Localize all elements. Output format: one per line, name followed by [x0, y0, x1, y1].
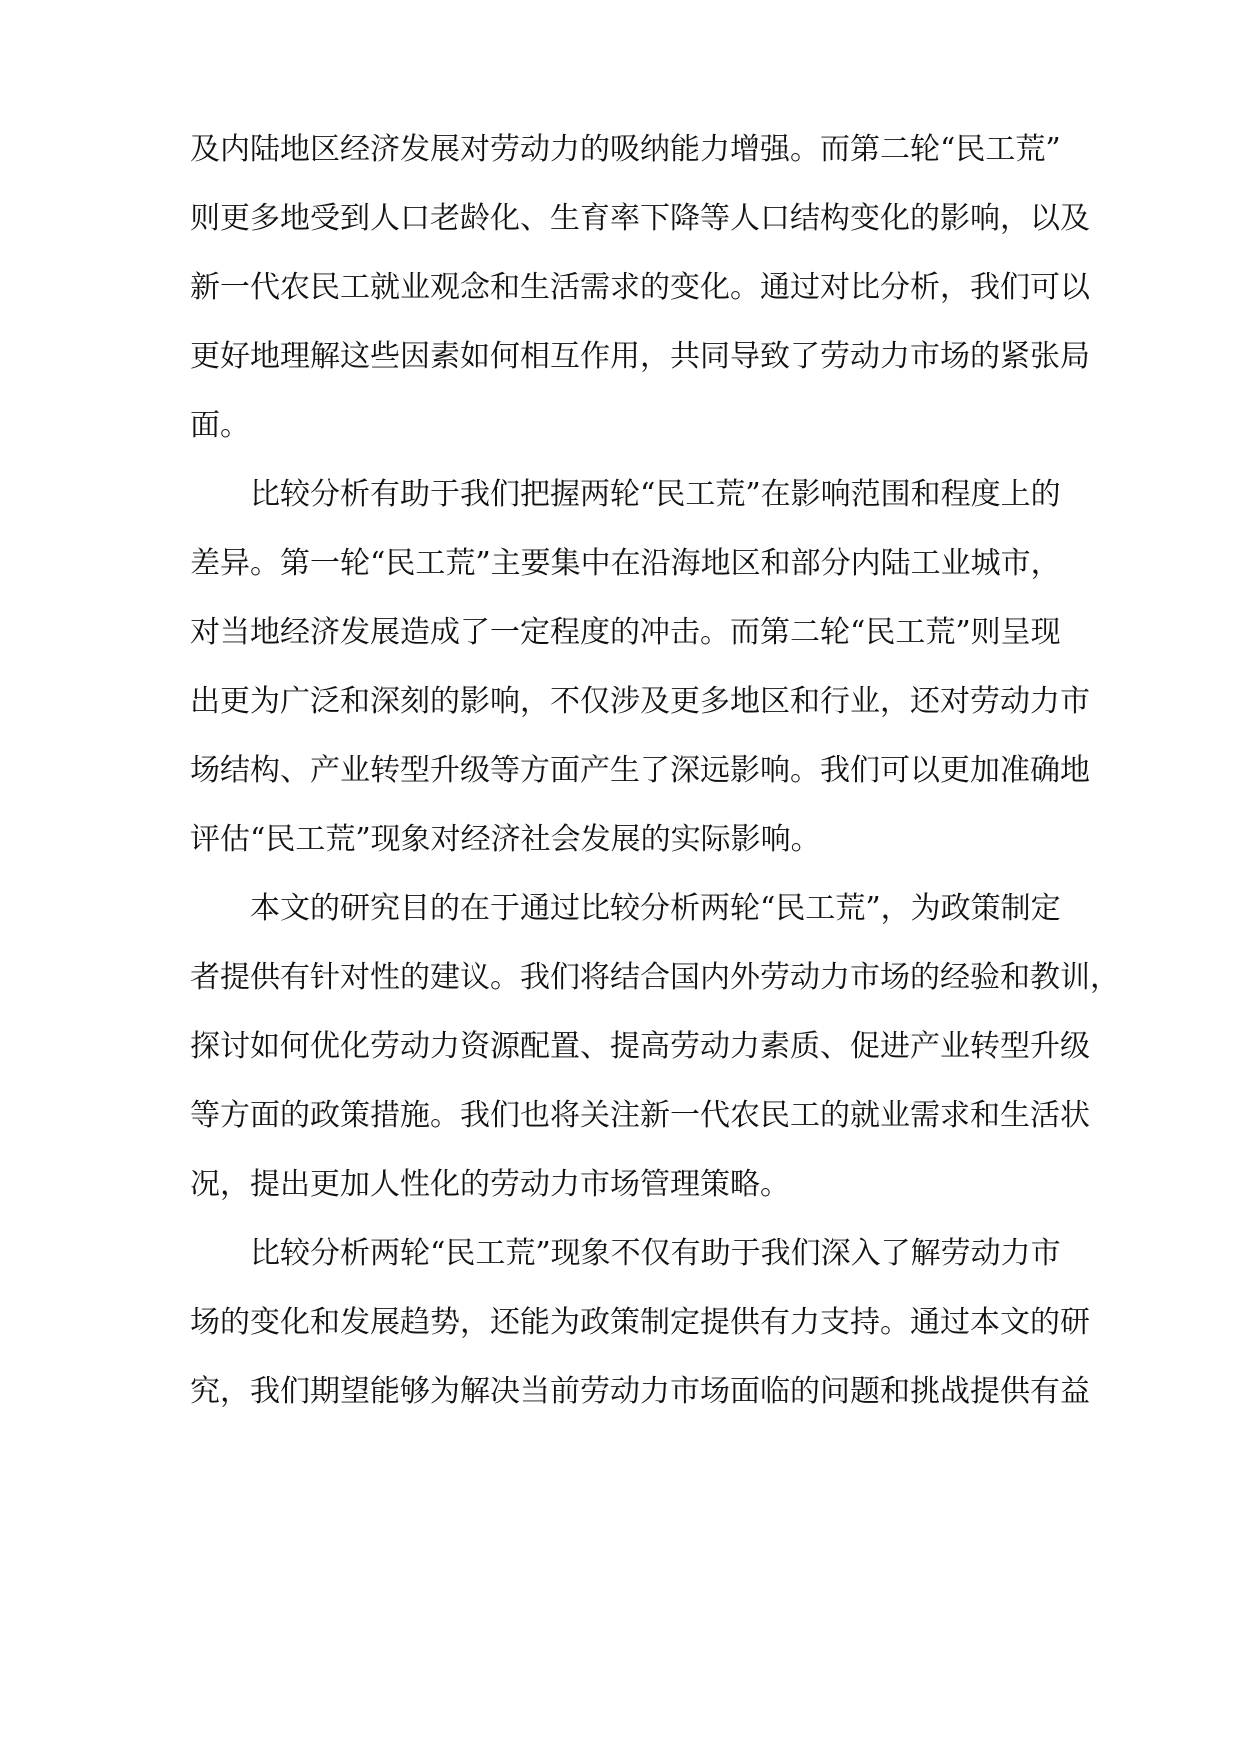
- p2-line-3: 对当地经济发展造成了一定程度的冲击。而第二轮“民工荒”则呈现: [190, 615, 1061, 650]
- p1-line-3: 新一代农民工就业观念和生活需求的变化。通过对比分析，我们可以: [190, 270, 1090, 305]
- p3-line-4: 等方面的政策措施。我们也将关注新一代农民工的就业需求和生活状: [190, 1098, 1090, 1133]
- p1-line-1: 及内陆地区经济发展对劳动力的吸纳能力增强。而第二轮“民工荒”: [190, 132, 1061, 167]
- p1-line-5: 面。: [190, 408, 250, 443]
- p3-line-2: 者提供有针对性的建议。我们将结合国内外劳动力市场的经验和教训，: [190, 960, 1120, 995]
- p4-line-2: 场的变化和发展趋势，还能为政策制定提供有力支持。通过本文的研: [190, 1305, 1090, 1340]
- p3-line-3: 探讨如何优化劳动力资源配置、提高劳动力素质、促进产业转型升级: [190, 1029, 1090, 1064]
- p4-line-1: 比较分析两轮“民工荒”现象不仅有助于我们深入了解劳动力市: [250, 1236, 1061, 1271]
- p2-line-1: 比较分析有助于我们把握两轮“民工荒”在影响范围和程度上的: [250, 477, 1061, 512]
- p3-line-1: 本文的研究目的在于通过比较分析两轮“民工荒”，为政策制定: [250, 891, 1061, 926]
- p2-line-6: 评估“民工荒”现象对经济社会发展的实际影响。: [190, 822, 821, 857]
- p2-line-4: 出更为广泛和深刻的影响，不仅涉及更多地区和行业，还对劳动力市: [190, 684, 1090, 719]
- p1-line-4: 更好地理解这些因素如何相互作用，共同导致了劳动力市场的紧张局: [190, 339, 1090, 374]
- p4-line-3: 究，我们期望能够为解决当前劳动力市场面临的问题和挑战提供有益: [190, 1374, 1090, 1409]
- p1-line-2: 则更多地受到人口老龄化、生育率下降等人口结构变化的影响，以及: [190, 201, 1090, 236]
- p2-line-5: 场结构、产业转型升级等方面产生了深远影响。我们可以更加准确地: [190, 753, 1090, 788]
- p2-line-2: 差异。第一轮“民工荒”主要集中在沿海地区和部分内陆工业城市，: [190, 546, 1061, 581]
- p3-line-5: 况，提出更加人性化的劳动力市场管理策略。: [190, 1167, 790, 1202]
